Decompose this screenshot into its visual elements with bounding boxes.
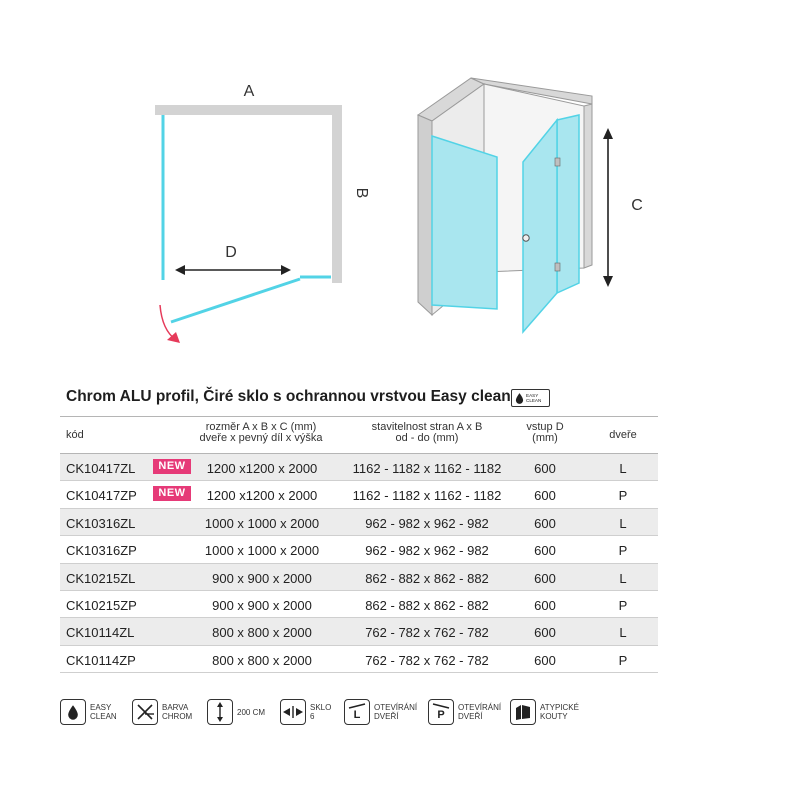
cell-code: CK10417ZP bbox=[66, 488, 137, 504]
door-right-letter: P bbox=[437, 709, 445, 721]
cell-adjust: 1162 - 1182 x 1162 - 1182 bbox=[352, 461, 502, 476]
cell-size: 1200 x1200 x 2000 bbox=[206, 461, 318, 476]
enclosure-3d-diagram bbox=[400, 0, 660, 360]
cell-adjust: 862 - 882 x 862 - 882 bbox=[365, 597, 489, 613]
cell-code: CK10417ZL bbox=[66, 461, 136, 476]
cell-door: L bbox=[619, 515, 627, 531]
label-c: C bbox=[631, 197, 643, 214]
cell-code: CK10114ZL bbox=[66, 625, 135, 641]
cell-adjust: 1162 - 1182 x 1162 - 1182 bbox=[352, 488, 502, 504]
cell-size: 800 x 800 x 2000 bbox=[212, 652, 312, 668]
table-body bbox=[60, 454, 658, 673]
header-adjust bbox=[347, 422, 507, 444]
feature-height bbox=[207, 698, 265, 726]
feature-door-right bbox=[428, 698, 501, 726]
profile-color-icon bbox=[132, 699, 158, 725]
cell-size: 1000 x 1000 x 2000 bbox=[204, 515, 320, 531]
cell-door: P bbox=[618, 543, 628, 559]
cell-entrance: 600 bbox=[534, 543, 556, 559]
feature-door-left-label: OTEVÍRÁNÍ DVEŘÍ bbox=[374, 703, 418, 721]
header-size-line1: rozměr A x B x C (mm) bbox=[205, 421, 317, 433]
feature-door-left bbox=[344, 698, 417, 726]
product-title: Chrom ALU profil, Čiré sklo s ochrannou vrstvou Easy clean bbox=[66, 388, 511, 405]
header-adjust-line1: stavitelnost stran A x B bbox=[371, 421, 483, 433]
dimension-d-arrow-right bbox=[281, 265, 291, 275]
door-panel bbox=[171, 279, 300, 322]
cell-door: P bbox=[618, 488, 628, 504]
cell-entrance: 600 bbox=[534, 652, 556, 668]
feature-glass-label: SKLO 6 bbox=[310, 703, 332, 721]
label-b: B bbox=[353, 187, 370, 199]
cell-code: CK10215ZP bbox=[66, 597, 137, 613]
wall-b bbox=[332, 105, 342, 283]
feature-profile-color bbox=[132, 698, 192, 726]
wall-a bbox=[155, 105, 342, 115]
cell-door: L bbox=[619, 461, 627, 476]
new-badge: NEW bbox=[153, 459, 191, 474]
back-wall-left bbox=[418, 115, 432, 315]
easy-clean-badge-text: EASY CLEAN bbox=[526, 393, 542, 403]
cell-code: CK10114ZP bbox=[66, 652, 136, 668]
door-left-icon bbox=[344, 699, 370, 725]
dimension-c-arrow-top bbox=[603, 128, 613, 139]
door-right-icon bbox=[428, 699, 454, 725]
floor-plan-diagram bbox=[0, 0, 380, 360]
fixed-glass-3d bbox=[432, 136, 497, 309]
header-size bbox=[186, 422, 336, 444]
label-d: D bbox=[225, 244, 237, 261]
cell-door: P bbox=[618, 652, 628, 668]
table-row bbox=[60, 646, 658, 673]
feature-easy-clean-label: EASY CLEAN bbox=[90, 703, 117, 721]
cell-door: P bbox=[618, 597, 628, 613]
cell-adjust: 962 - 982 x 962 - 982 bbox=[365, 543, 489, 559]
feature-easy-clean bbox=[60, 698, 117, 726]
cell-adjust: 862 - 882 x 862 - 882 bbox=[365, 570, 489, 586]
cell-size: 1000 x 1000 x 2000 bbox=[204, 543, 320, 559]
header-code: kód bbox=[66, 429, 84, 441]
table-row bbox=[60, 564, 658, 591]
header-entrance-line1: vstup D bbox=[526, 421, 564, 433]
height-icon bbox=[207, 699, 233, 725]
product-table bbox=[60, 416, 658, 673]
dimension-c-arrow-bottom bbox=[603, 276, 613, 287]
cell-door: L bbox=[619, 625, 627, 641]
table-header bbox=[60, 416, 658, 454]
cell-adjust: 962 - 982 x 962 - 982 bbox=[365, 515, 489, 531]
cell-code: CK10316ZL bbox=[66, 515, 136, 531]
table-row bbox=[60, 536, 658, 563]
cell-code: CK10316ZP bbox=[66, 543, 137, 559]
header-size-line2: dveře x pevný díl x výška bbox=[199, 432, 323, 444]
cell-entrance: 600 bbox=[534, 570, 556, 586]
door-knob bbox=[523, 235, 529, 241]
cell-door: L bbox=[619, 570, 627, 586]
table-row bbox=[60, 618, 658, 645]
cell-adjust: 762 - 782 x 762 - 782 bbox=[365, 625, 489, 641]
feature-atypical bbox=[510, 698, 579, 726]
water-drop-icon bbox=[60, 699, 86, 725]
glass-thickness-icon bbox=[280, 699, 306, 725]
table-row bbox=[60, 481, 658, 508]
cell-size: 1200 x1200 x 2000 bbox=[206, 488, 318, 504]
dimension-d-arrow-left bbox=[175, 265, 185, 275]
cell-entrance: 600 bbox=[534, 625, 556, 641]
feature-glass bbox=[280, 698, 331, 726]
easy-clean-badge bbox=[511, 389, 550, 407]
header-adjust-line2: od - do (mm) bbox=[395, 432, 459, 444]
label-a: A bbox=[243, 83, 255, 100]
water-drop-icon bbox=[515, 393, 524, 404]
table-row bbox=[60, 591, 658, 618]
header-door: dveře bbox=[609, 429, 637, 441]
cell-size: 800 x 800 x 2000 bbox=[212, 625, 312, 641]
cell-adjust: 762 - 782 x 762 - 782 bbox=[365, 652, 489, 668]
cell-entrance: 600 bbox=[534, 515, 556, 531]
cell-size: 900 x 900 x 2000 bbox=[212, 570, 312, 586]
header-entrance-line2: (mm) bbox=[532, 432, 558, 444]
atypical-corner-icon bbox=[510, 699, 536, 725]
cell-entrance: 600 bbox=[534, 597, 556, 613]
hinge-bottom bbox=[555, 263, 560, 271]
wall-end-right bbox=[584, 104, 592, 268]
cell-entrance: 600 bbox=[534, 461, 556, 476]
header-entrance bbox=[518, 422, 572, 444]
feature-atypical-label: ATYPICKÉ KOUTY bbox=[540, 703, 579, 721]
table-row bbox=[60, 509, 658, 536]
door-left-letter: L bbox=[353, 709, 361, 721]
table-row bbox=[60, 454, 658, 481]
feature-height-label: 200 CM bbox=[237, 707, 266, 717]
new-badge: NEW bbox=[153, 486, 191, 501]
feature-profile-color-label: BARVA CHROM bbox=[162, 703, 193, 721]
cell-size: 900 x 900 x 2000 bbox=[212, 597, 312, 613]
cell-code: CK10215ZL bbox=[66, 570, 136, 586]
hinge-top bbox=[555, 158, 560, 166]
cell-entrance: 600 bbox=[534, 488, 556, 504]
feature-door-right-label: OTEVÍRÁNÍ DVEŘÍ bbox=[458, 703, 502, 721]
